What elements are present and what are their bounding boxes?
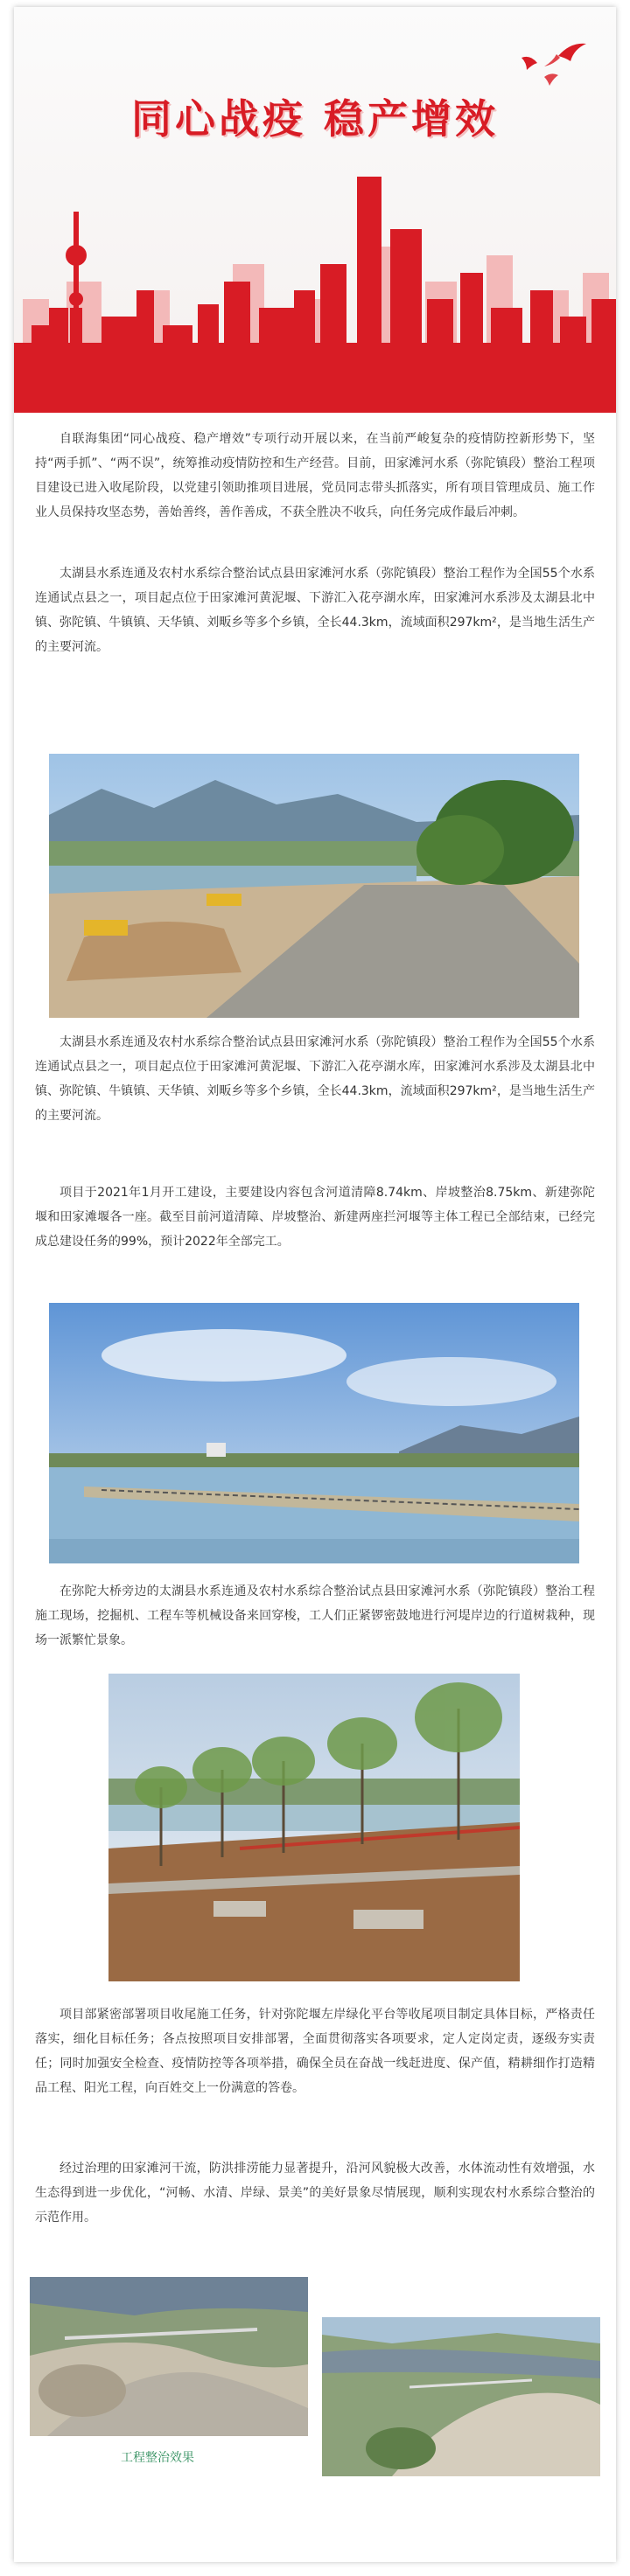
paragraph-project-deployment: 项目部紧密部署项目收尾施工任务，针对弥陀堰左岸绿化平台等收尾项目制定具体目标，严格责任落实，细化目标任务；各点按照项目安排部署，全面贯彻落实各项要求，定人定岗定责，逐级夯实责任；同时加强安全检查、疫情防控等各项举措，确保全员在奋战一线赶进度、保产值，精耕细作打造精品工程、阳光工程，向百姓交上一份满意的答卷。 — [35, 2008, 595, 2095]
aerial-river-photo-left — [30, 2277, 308, 2436]
aerial-river-photo-right — [322, 2317, 600, 2476]
river-weir-photo — [49, 1303, 579, 1563]
header-banner — [14, 7, 616, 413]
page-title: 同心战疫 稳产增效 — [130, 95, 499, 143]
paragraph-construction-progress: 项目于2021年1月开工建设，主要建设内容包含河道清障8.74km、岸坡整治8.75km、新建弥陀堰和田家滩堰各一座。截至目前河道清障、岸坡整治、新建两座拦河堰等主体工程已全部结束，已经完成总建设任务的99%，预计2022年全部完工。 — [35, 1186, 595, 1249]
city-skyline-illustration — [14, 150, 616, 413]
paragraph-results: 经过治理的田家滩河干流，防洪排涝能力显著提升，沿河风貌极大改善，水体流动性有效增强，水生态得到进一步优化，“河畅、水清、岸绿、景美”的美好景象尽情展现，顺利实现农村水系综合整治的示范作用。 — [35, 2162, 595, 2224]
paragraph-project-scope-repeat: 太湖县水系连通及农村水系综合整治试点县田家滩河水系（弥陀镇段）整治工程作为全国55个水系连通试点县之一，项目起点位于田家滩河黄泥堰、下游汇入花亭湖水库，田家滩河水系涉及太湖县北中镇、弥陀镇、牛镇镇、天华镇、刘畈乡等多个乡镇，全长44.3km，流域面积297km²，是当地生活生产的主要河流。 — [35, 1035, 595, 1123]
construction-site-photo — [49, 754, 579, 1018]
tree-planting-photo — [108, 1674, 520, 1981]
intro-paragraph: 自联海集团“同心战疫、稳产增效”专项行动开展以来，在当前严峻复杂的疫情防控新形势下，坚持“两手抓”、“两不误”，统筹推动疫情防控和生产经营。目前，田家滩河水系（弥陀镇段）整治工程项目建设已进入收尾阶段，以党建引领助推项目进展，党员同志带头抓落实，所有项目管理成员、施工作业人员保持攻坚态势，善始善终，善作善成，不获全胜决不收兵，向任务完成作最后冲刺。 — [35, 432, 595, 519]
paragraph-project-scope: 太湖县水系连通及农村水系综合整治试点县田家滩河水系（弥陀镇段）整治工程作为全国55个水系连通试点县之一，项目起点位于田家滩河黄泥堰、下游汇入花亭湖水库，田家滩河水系涉及太湖县北中镇、弥陀镇、牛镇镇、天华镇、刘畈乡等多个乡镇，全长44.3km，流域面积297km²，是当地生活生产的主要河流。 — [35, 567, 595, 654]
paragraph-site-scene: 在弥陀大桥旁边的太湖县水系连通及农村水系综合整治试点县田家滩河水系（弥陀镇段）整治工程施工现场，挖掘机、工程车等机械设备来回穿梭，工人们正紧锣密鼓地进行河堤岸边的行道树栽种，现场一派繁忙景象。 — [35, 1584, 595, 1647]
photo-caption: 工程整治效果 — [121, 2451, 194, 2465]
